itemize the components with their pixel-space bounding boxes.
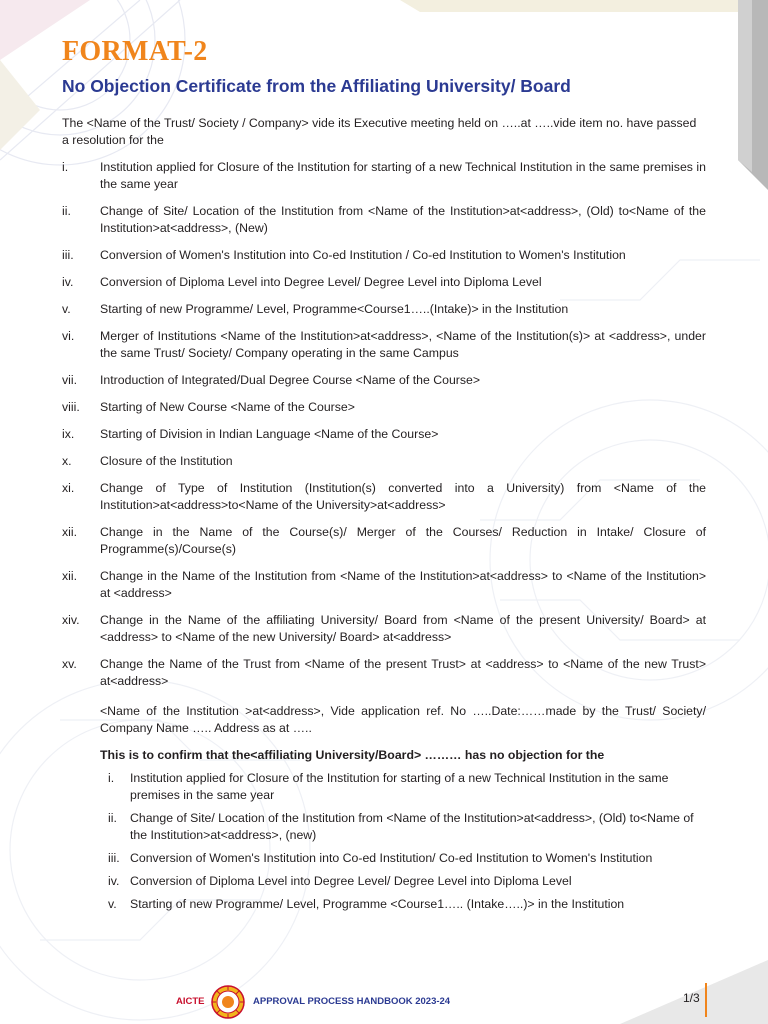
footer-aicte-label: AICTE (176, 996, 205, 1007)
list-item-text: Starting of new Programme/ Level, Programme <Course1….. (Intake…..)> in the Institution (130, 897, 625, 911)
list-item (62, 159, 706, 193)
list-item-text: Starting of new Programme/ Level, Programme<Course1…..(Intake)> in the Institution (100, 302, 569, 316)
list-item-number: i. (62, 160, 69, 174)
list-item (62, 203, 706, 237)
list-item-number: iv. (62, 275, 74, 289)
footer-handbook-title: APPROVAL PROCESS HANDBOOK 2023-24 (253, 996, 451, 1007)
list-item (62, 372, 706, 389)
confirmation-statement: This is to confirm that the<affiliating University/Board> ……… has no objection for the (100, 748, 605, 762)
list-item (62, 328, 706, 362)
list-item-number: vii. (62, 373, 78, 387)
list-item-number: xiv. (62, 613, 80, 627)
list-item-text: Change of Site/ Location of the Institution from <Name of the Institution>at<address>, (Old) to<Name of the Institution>at<address>, (New) (100, 204, 706, 235)
list-item-number: v. (62, 302, 71, 316)
list-item-number: ii. (62, 204, 71, 218)
aicte-logo-icon (211, 985, 245, 1019)
list-item-text: Change in the Name of the Institution from <Name of the Institution>at<address> to <Name of the Institution> at <address> (100, 569, 706, 600)
list-item-number: iii. (108, 851, 120, 865)
list-item-number: xi. (62, 481, 75, 495)
list-item-text: Change in the Name of the affiliating University/ Board from <Name of the present University/ Board> at <address> to <Name of the new University/ Board> at<address> (100, 613, 706, 644)
list-item (62, 612, 706, 646)
list-item-number: x. (62, 454, 72, 468)
footer-accent-bar (705, 983, 707, 1017)
list-item (62, 247, 706, 264)
page-number: 1/3 (683, 991, 700, 1005)
list-item-text: Starting of New Course <Name of the Course> (100, 400, 355, 414)
document-title: No Objection Certificate from the Affiliating University/ Board (62, 76, 571, 96)
list-item-text: Change the Name of the Trust from <Name of the present Trust> at <address> to <Name of the new Trust> at<address> (100, 657, 706, 688)
list-item (62, 524, 706, 558)
resolution-list (62, 159, 706, 700)
list-item-number: iii. (62, 248, 74, 262)
list-item (62, 274, 706, 291)
list-item-text: Institution applied for Closure of the Institution for starting of a new Technical Institution in the same premises in the same year (130, 771, 669, 802)
page-footer (0, 983, 768, 1024)
list-item-text: Institution applied for Closure of the Institution for starting of a new Technical Institution in the same premises in the same year (100, 160, 706, 191)
application-reference-paragraph: <Name of the Institution >at<address>, Vide application ref. No …..Date:……made by the Trust/ Society/ Company Name ….. Address as at ….. (100, 704, 706, 735)
list-item (62, 301, 706, 318)
list-item-text: Starting of Division in Indian Language <Name of the Course> (100, 427, 439, 441)
list-item-text: Change of Site/ Location of the Institution from <Name of the Institution>at<address>, (Old) to<Name of the Institution>at<address>, (new) (130, 811, 694, 842)
intro-paragraph: The <Name of the Trust/ Society / Company> vide its Executive meeting held on …..at …..vide item no. have passed a resolution for the (62, 116, 697, 147)
list-item (62, 399, 706, 416)
list-item-number: ix. (62, 427, 75, 441)
no-objection-list (100, 770, 706, 919)
list-item (62, 568, 706, 602)
list-item (100, 770, 706, 804)
list-item-text: Conversion of Women's Institution into Co-ed Institution/ Co-ed Institution to Women's Institution (130, 851, 653, 865)
list-item (100, 850, 706, 867)
list-item-number: xii. (62, 569, 78, 583)
list-item (62, 453, 706, 470)
list-item-text: Conversion of Diploma Level into Degree Level/ Degree Level into Diploma Level (100, 275, 542, 289)
list-item-number: v. (108, 897, 117, 911)
list-item-number: i. (108, 771, 115, 785)
list-item-number: vi. (62, 329, 75, 343)
list-item-text: Closure of the Institution (100, 454, 233, 468)
list-item (100, 810, 706, 844)
list-item (62, 656, 706, 690)
list-item-text: Conversion of Women's Institution into Co-ed Institution / Co-ed Institution to Women's Institution (100, 248, 626, 262)
format-title: FORMAT-2 (62, 36, 208, 67)
list-item-text: Merger of Institutions <Name of the Institution>at<address>, <Name of the Institution(s)> at <address>, under the same Trust/ Society/ Company operating in the same Campus (100, 329, 706, 360)
list-item-text: Change of Type of Institution (Institution(s) converted into a University) from <Name of the Institution>at<address>to<Name of the University>at<address> (100, 481, 706, 512)
list-item (62, 426, 706, 443)
list-item-number: xv. (62, 657, 77, 671)
list-item (100, 873, 706, 890)
list-item-text: Introduction of Integrated/Dual Degree Course <Name of the Course> (100, 373, 481, 387)
list-item (100, 896, 706, 913)
list-item-text: Change in the Name of the Course(s)/ Merger of the Courses/ Reduction in Intake/ Closure of Programme(s)/Course(s) (100, 525, 706, 556)
list-item-number: iv. (108, 874, 120, 888)
list-item-number: xii. (62, 525, 78, 539)
list-item-number: ii. (108, 811, 117, 825)
list-item-text: Conversion of Diploma Level into Degree Level/ Degree Level into Diploma Level (130, 874, 572, 888)
list-item (62, 480, 706, 514)
list-item-number: viii. (62, 400, 80, 414)
